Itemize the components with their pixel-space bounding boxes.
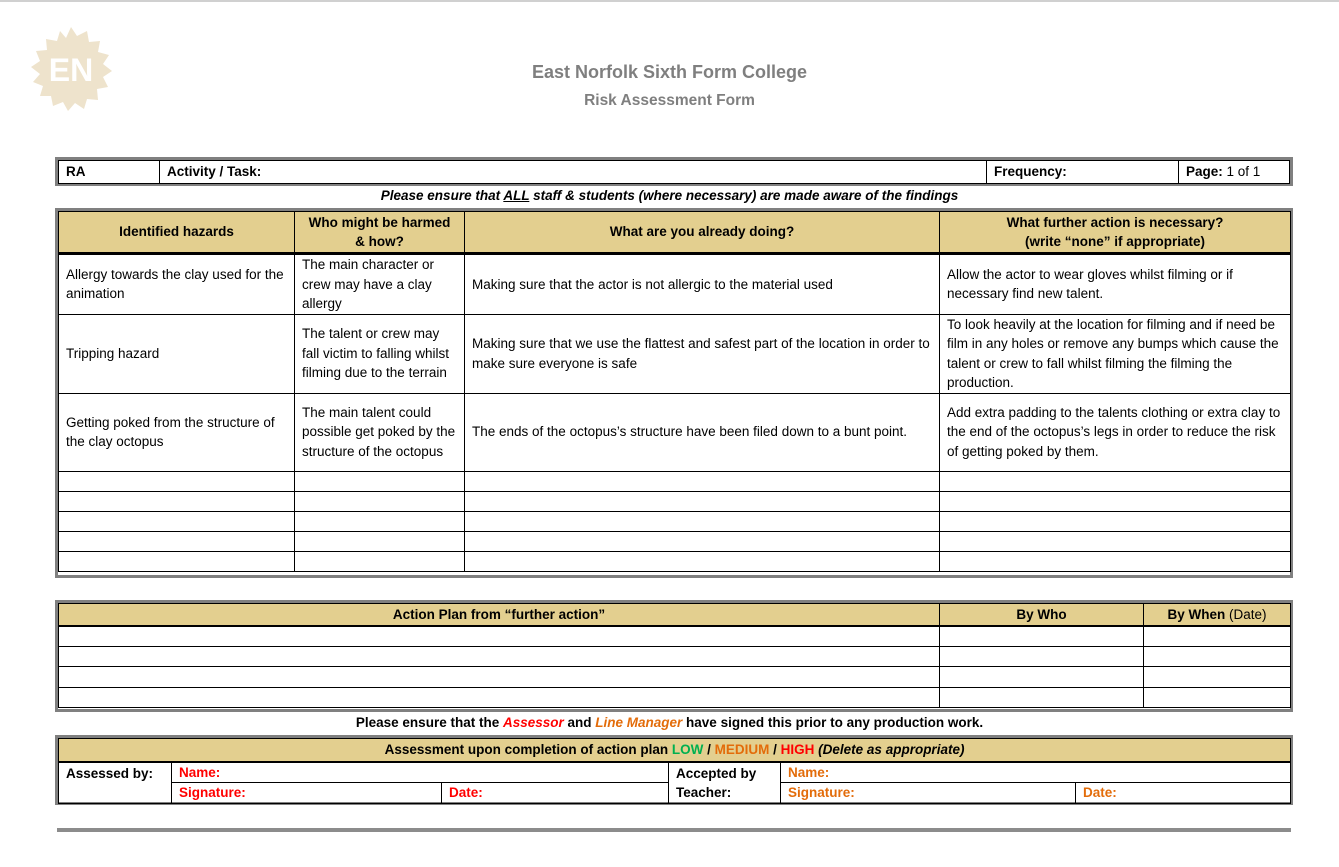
header-further-action-line2: (write “none” if appropriate) <box>1024 234 1205 249</box>
logo-text: EN <box>48 52 94 88</box>
header-further-action <box>940 212 1291 254</box>
empty-row <box>59 647 1291 667</box>
header-by-when-suffix: (Date) <box>1225 606 1267 622</box>
further-cell: Add extra padding to the talents clothing or extra clay to the end of the octopus’s legs in order to reduce the risk of getting poked by them. <box>940 393 1291 471</box>
top-border-line <box>0 0 1339 2</box>
level-medium: MEDIUM <box>714 742 770 757</box>
activity-label: Activity / Task: <box>160 161 987 184</box>
table-row <box>59 254 1291 315</box>
table-row <box>59 393 1291 471</box>
teacher-signature-field[interactable]: Signature: <box>781 783 1076 804</box>
header-already-doing: What are you already doing? <box>465 212 940 254</box>
notice-findings-all: ALL <box>503 188 530 203</box>
assessor-name-field[interactable]: Name: <box>172 762 669 783</box>
ra-label: RA <box>59 161 160 184</box>
empty-row <box>59 471 1291 491</box>
notice-and: and <box>563 715 596 730</box>
empty-row <box>59 626 1291 647</box>
level-low: LOW <box>671 742 704 757</box>
notice-sign-post: have signed this prior to any production work. <box>682 715 984 730</box>
empty-row <box>59 551 1291 571</box>
notice-signatures <box>0 715 1339 730</box>
accepted-by-label <box>669 762 781 804</box>
accepted-line1: Accepted by <box>676 765 757 781</box>
empty-row <box>59 667 1291 688</box>
bottom-border-line <box>57 828 1291 832</box>
doing-cell: The ends of the octopus’s structure have been filed down to a bunt point. <box>465 393 940 471</box>
teacher-name-field[interactable]: Name: <box>781 762 1291 783</box>
who-cell: The main talent could possible get poked by the structure of the octopus <box>295 393 465 471</box>
notice-findings <box>0 188 1339 203</box>
level-high: HIGH <box>780 742 815 757</box>
notice-findings-pre: Please ensure that <box>380 188 504 203</box>
hazard-table <box>58 211 1291 572</box>
further-cell: Allow the actor to wear gloves whilst filming or if necessary find new talent. <box>940 254 1291 315</box>
level-slash-1: / <box>703 742 715 757</box>
header-further-action-line1: What further action is necessary? <box>1006 214 1224 230</box>
assessment-heading-pre: Assessment upon completion of action plan <box>384 742 672 757</box>
page-value: 1 of 1 <box>1226 164 1261 180</box>
notice-assessor: Assessor <box>502 715 564 730</box>
info-row-table <box>58 160 1290 184</box>
notice-line-manager: Line Manager <box>595 715 683 730</box>
header-identified-hazards: Identified hazards <box>59 212 295 254</box>
table-row <box>59 314 1291 393</box>
doing-cell: Making sure that the actor is not allergic to the material used <box>465 254 940 315</box>
header-by-when <box>1144 604 1291 626</box>
assessor-date-field[interactable]: Date: <box>442 783 669 804</box>
form-title: Risk Assessment Form <box>584 92 755 109</box>
action-plan-table <box>58 603 1291 708</box>
header-by-when-label: By When <box>1167 606 1226 622</box>
college-name: East Norfolk Sixth Form College <box>531 62 808 82</box>
empty-row <box>59 531 1291 551</box>
empty-row <box>59 511 1291 531</box>
notice-sign-pre: Please ensure that the <box>355 715 503 730</box>
empty-row <box>59 688 1291 708</box>
who-cell: The main character or crew may have a clay allergy <box>295 254 465 315</box>
assessor-signature-field[interactable]: Signature: <box>172 783 442 804</box>
notice-findings-post: staff & students (where necessary) are made aware of the findings <box>529 188 959 203</box>
header-action-plan: Action Plan from “further action” <box>59 604 940 626</box>
who-cell: The talent or crew may fall victim to falling whilst filming due to the terrain <box>295 314 465 393</box>
further-cell: To look heavily at the location for filming and if need be film in any holes or remove any bumps which cause the talent or crew to fall whilst filming the filming the production. <box>940 314 1291 393</box>
assessed-by-label: Assessed by: <box>59 762 172 804</box>
teacher-date-field[interactable]: Date: <box>1076 783 1291 804</box>
hazard-cell: Tripping hazard <box>59 314 295 393</box>
doing-cell: Making sure that we use the flattest and safest part of the location in order to make sure everyone is safe <box>465 314 940 393</box>
delete-note: (Delete as appropriate) <box>814 742 965 757</box>
page-label: Page: <box>1186 164 1223 180</box>
assessment-table <box>58 738 1291 804</box>
level-slash-2: / <box>769 742 781 757</box>
accepted-line2: Teacher: <box>676 785 732 800</box>
empty-row <box>59 491 1291 511</box>
assessment-heading <box>59 739 1291 762</box>
frequency-label: Frequency: <box>987 161 1179 184</box>
header-by-who: By Who <box>940 604 1144 626</box>
hazard-cell: Getting poked from the structure of the clay octopus <box>59 393 295 471</box>
hazard-cell: Allergy towards the clay used for the animation <box>59 254 295 315</box>
header-who-harmed: Who might be harmed & how? <box>295 212 465 254</box>
page-cell <box>1179 161 1290 184</box>
